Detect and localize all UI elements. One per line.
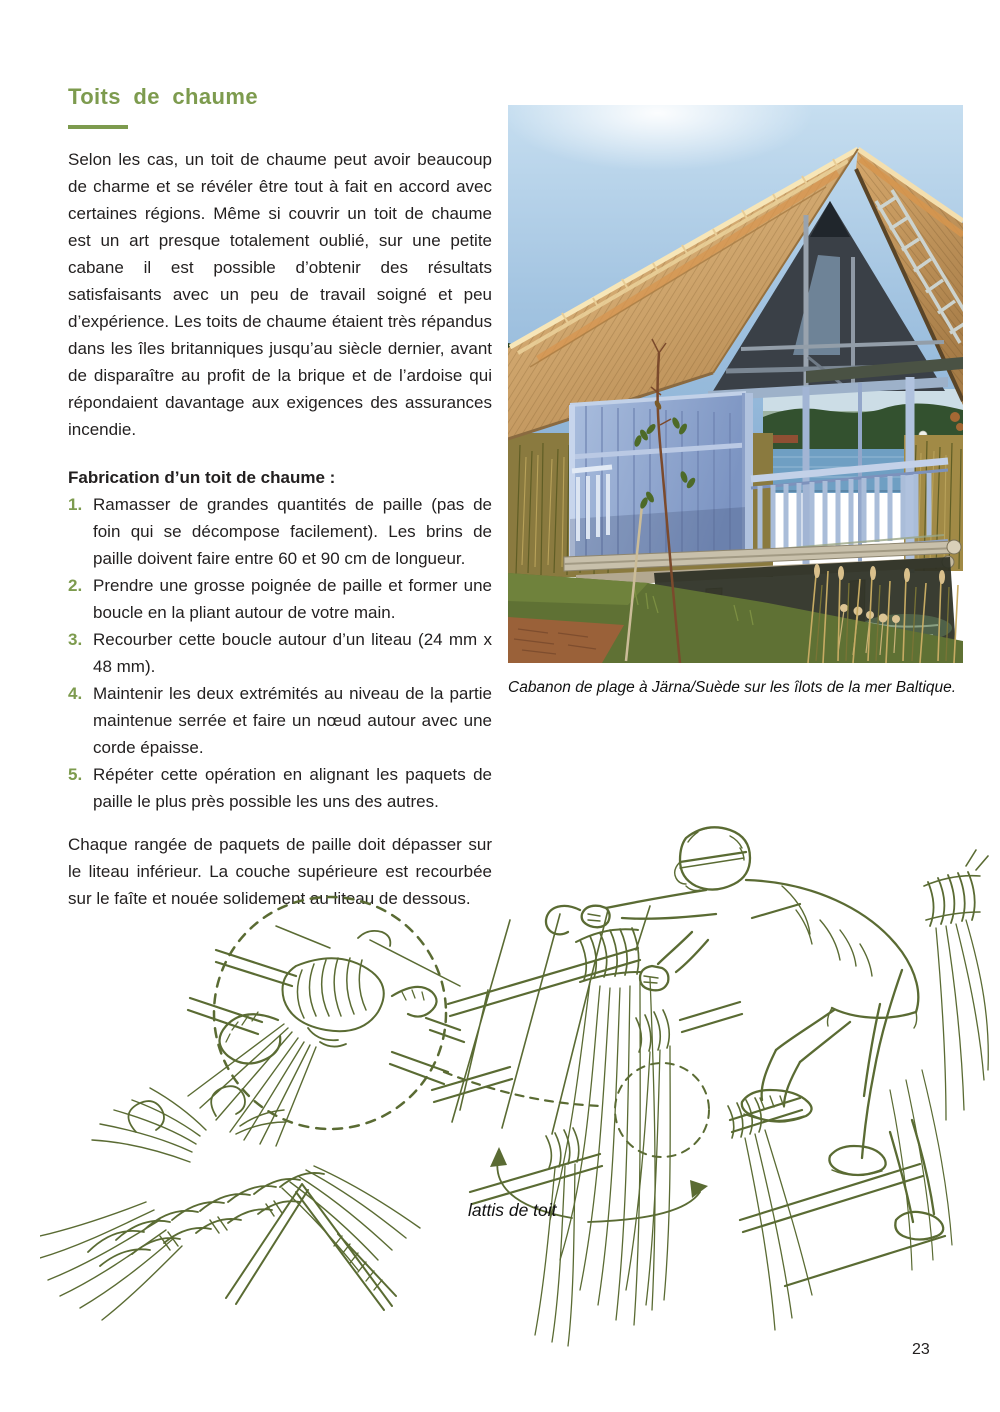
step-text: Prendre une grosse poignée de paille et former une boucle en la pliant autour de votre main. bbox=[93, 576, 492, 622]
lattice-label: lattis de toit bbox=[468, 1200, 557, 1220]
thatching-sketches bbox=[40, 790, 990, 1360]
step-text: Ramasser de grandes quantités de paille (pas de foin qui se décompose facilement). Les brins de paille doivent faire entre 60 et 90 cm de longueur. bbox=[93, 495, 492, 568]
page-title: Toits de chaume bbox=[68, 84, 258, 109]
step-item bbox=[68, 626, 492, 680]
step-number: 3. bbox=[68, 630, 83, 649]
intro-paragraph: Selon les cas, un toit de chaume peut avoir beaucoup de charme et se révéler être tout à fait en accord avec certaines régions. Même si couvrir un toit de chaume est un art presque totalement oublié, sur une petite cabane il est possible d’obtenir des résultats satisfaisants avec un peu de travail soigné et peu d’expérience. Les toits de chaume étaient très répandus dans les îles britanniques jusqu’au siècle dernier, avant de disparaître au profit de la brique et de l’ardoise qui répondaient davantage aux exigences des assurances incendie. bbox=[68, 150, 492, 439]
step-number: 2. bbox=[68, 576, 83, 595]
arrowhead-icon bbox=[690, 1180, 708, 1198]
step-text: Répéter cette opération en alignant les paquets de paille le plus près possible les uns des autres. bbox=[93, 765, 492, 811]
step-item bbox=[68, 491, 492, 572]
thatcher-drawing bbox=[432, 827, 988, 1346]
step-number: 4. bbox=[68, 684, 83, 703]
knot-detail-inset bbox=[188, 897, 464, 1146]
step-list bbox=[68, 491, 492, 815]
photo-caption: Cabanon de plage à Järna/Suède sur les îlots de la mer Baltique. bbox=[508, 679, 957, 696]
closing-paragraph: Chaque rangée de paquets de paille doit dépasser sur le liteau inférieur. La couche supérieure est recourbée sur le faîte et nouée solidement au liteau de dessous. bbox=[68, 835, 492, 908]
photo-thatched-cabin bbox=[508, 105, 963, 663]
page-number: 23 bbox=[912, 1341, 930, 1358]
step-text: Recourber cette boucle autour d’un liteau (24 mm x 48 mm). bbox=[93, 630, 492, 676]
step-number: 1. bbox=[68, 495, 83, 514]
step-text: Maintenir les deux extrémités au niveau de la partie maintenue serrée et faire un nœud autour avec une corde épaisse. bbox=[93, 684, 492, 757]
step-number: 5. bbox=[68, 765, 83, 784]
title-rule bbox=[68, 125, 128, 129]
text-column bbox=[68, 84, 492, 912]
subheading: Fabrication d’un toit de chaume : bbox=[68, 468, 336, 487]
arrowhead-icon bbox=[490, 1147, 507, 1167]
ridge-sketch bbox=[40, 1086, 420, 1320]
step-item bbox=[68, 572, 492, 626]
highlight-circle bbox=[615, 1063, 709, 1157]
step-item bbox=[68, 680, 492, 761]
